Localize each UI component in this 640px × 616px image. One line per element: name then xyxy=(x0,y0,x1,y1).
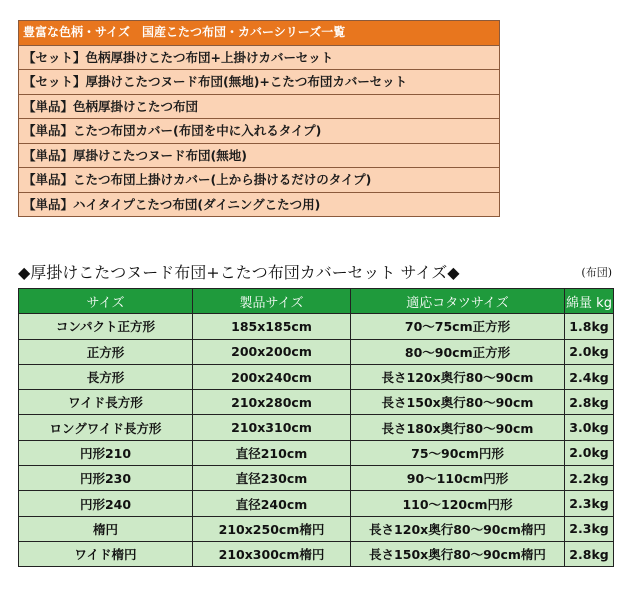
size-name-cell: 円形240 xyxy=(19,491,193,516)
unit-note: (布団) xyxy=(581,266,612,279)
series-list xyxy=(18,20,500,217)
column-header: 適応コタツサイズ xyxy=(351,289,565,314)
table-row xyxy=(19,541,614,566)
series-item[interactable]: 【単品】こたつ布団上掛けカバー(上から掛けるだけのタイプ) xyxy=(19,167,499,192)
filling-weight-cell: 2.4kg xyxy=(565,364,614,389)
kotatsu-size-cell: 長さ120x奥行80～90cm xyxy=(351,364,565,389)
product-size-cell: 210x250cm楕円 xyxy=(193,516,351,541)
series-item[interactable]: 【単品】色柄厚掛けこたつ布団 xyxy=(19,94,499,119)
series-item[interactable]: 【単品】ハイタイプこたつ布団(ダイニングこたつ用) xyxy=(19,192,499,217)
kotatsu-size-cell: 90～110cm円形 xyxy=(351,466,565,491)
product-size-cell: 210x310cm xyxy=(193,415,351,440)
filling-weight-cell: 2.3kg xyxy=(565,516,614,541)
table-row xyxy=(19,339,614,364)
filling-weight-cell: 2.8kg xyxy=(565,541,614,566)
size-name-cell: ロングワイド長方形 xyxy=(19,415,193,440)
kotatsu-size-cell: 長さ120x奥行80～90cm楕円 xyxy=(351,516,565,541)
product-size-cell: 直径240cm xyxy=(193,491,351,516)
size-name-cell: ワイド楕円 xyxy=(19,541,193,566)
table-row xyxy=(19,364,614,389)
product-size-cell: 200x240cm xyxy=(193,364,351,389)
size-table xyxy=(18,288,614,567)
column-header: 綿量 kg xyxy=(565,289,614,314)
table-row xyxy=(19,516,614,541)
product-size-cell: 直径230cm xyxy=(193,466,351,491)
filling-weight-cell: 3.0kg xyxy=(565,415,614,440)
kotatsu-size-cell: 長さ150x奥行80～90cm楕円 xyxy=(351,541,565,566)
kotatsu-size-cell: 70～75cm正方形 xyxy=(351,314,565,339)
size-name-cell: 円形230 xyxy=(19,466,193,491)
table-row xyxy=(19,314,614,339)
filling-weight-cell: 1.8kg xyxy=(565,314,614,339)
kotatsu-size-cell: 長さ150x奥行80～90cm xyxy=(351,390,565,415)
size-name-cell: コンパクト正方形 xyxy=(19,314,193,339)
series-list-header: 豊富な色柄・サイズ 国産こたつ布団・カバーシリーズ一覧 xyxy=(19,21,499,45)
filling-weight-cell: 2.2kg xyxy=(565,466,614,491)
series-item[interactable]: 【セット】色柄厚掛けこたつ布団+上掛けカバーセット xyxy=(19,45,499,70)
series-item[interactable]: 【単品】厚掛けこたつヌード布団(無地) xyxy=(19,143,499,168)
product-size-cell: 210x280cm xyxy=(193,390,351,415)
product-size-cell: 200x200cm xyxy=(193,339,351,364)
size-name-cell: 正方形 xyxy=(19,339,193,364)
size-name-cell: 長方形 xyxy=(19,364,193,389)
filling-weight-cell: 2.3kg xyxy=(565,491,614,516)
product-size-cell: 直径210cm xyxy=(193,440,351,465)
size-table-body xyxy=(19,314,614,567)
size-name-cell: 楕円 xyxy=(19,516,193,541)
table-row xyxy=(19,440,614,465)
kotatsu-size-cell: 110～120cm円形 xyxy=(351,491,565,516)
table-row xyxy=(19,415,614,440)
product-size-cell: 185x185cm xyxy=(193,314,351,339)
size-table-title: ◆厚掛けこたつヌード布団+こたつ布団カバーセット サイズ◆ xyxy=(18,263,460,282)
filling-weight-cell: 2.0kg xyxy=(565,440,614,465)
series-item[interactable]: 【セット】厚掛けこたつヌード布団(無地)+こたつ布団カバーセット xyxy=(19,69,499,94)
size-table-heading xyxy=(18,260,618,282)
series-item[interactable]: 【単品】こたつ布団カバー(布団を中に入れるタイプ) xyxy=(19,118,499,143)
size-name-cell: 円形210 xyxy=(19,440,193,465)
kotatsu-size-cell: 75～90cm円形 xyxy=(351,440,565,465)
kotatsu-size-cell: 長さ180x奥行80～90cm xyxy=(351,415,565,440)
product-size-cell: 210x300cm楕円 xyxy=(193,541,351,566)
column-header: サイズ xyxy=(19,289,193,314)
column-header: 製品サイズ xyxy=(193,289,351,314)
size-name-cell: ワイド長方形 xyxy=(19,390,193,415)
filling-weight-cell: 2.0kg xyxy=(565,339,614,364)
table-row xyxy=(19,466,614,491)
size-table-header-row xyxy=(19,289,614,314)
filling-weight-cell: 2.8kg xyxy=(565,390,614,415)
kotatsu-size-cell: 80～90cm正方形 xyxy=(351,339,565,364)
table-row xyxy=(19,390,614,415)
table-row xyxy=(19,491,614,516)
